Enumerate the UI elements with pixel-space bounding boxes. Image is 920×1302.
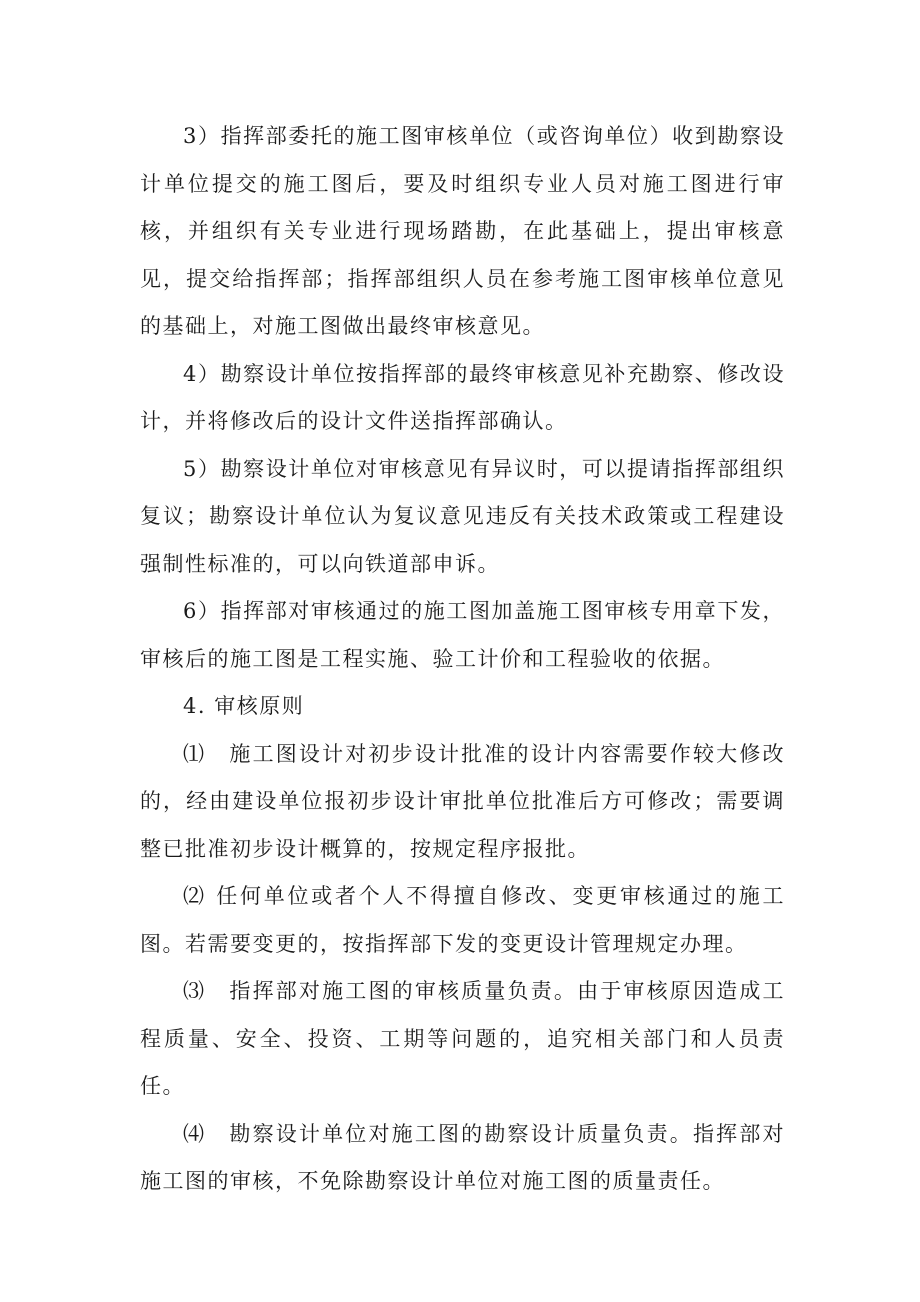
principle-item-3: ⑶ 指挥部对施工图的审核质量负责。由于审核原因造成工程质量、安全、投资、工期等问题的，追究相关部门和人员责任。 bbox=[140, 979, 785, 1098]
section-heading: 4. 审核原则 bbox=[183, 694, 305, 718]
principle-item-2: ⑵ 任何单位或者个人不得擅自修改、变更审核通过的施工图。若需要变更的，按指挥部下发的变更设计管理规定办理。 bbox=[140, 884, 785, 956]
document-body bbox=[140, 113, 785, 1206]
paragraph-item-4: 4）勘察设计单位按指挥部的最终审核意见补充勘察、修改设计，并将修改后的设计文件送指挥部确认。 bbox=[140, 361, 785, 433]
principle-item-1: ⑴ 施工图设计对初步设计批准的设计内容需要作较大修改的，经由建设单位报初步设计审批单位批准后方可修改；需要调整已批准初步设计概算的，按规定程序报批。 bbox=[140, 741, 785, 861]
paragraph-item-6: 6）指挥部对审核通过的施工图加盖施工图审核专用章下发，审核后的施工图是工程实施、验工计价和工程验收的依据。 bbox=[140, 599, 785, 671]
paragraph-item-3: 3）指挥部委托的施工图审核单位（或咨询单位）收到勘察设计单位提交的施工图后，要及时组织专业人员对施工图进行审核，并组织有关专业进行现场踏勘，在此基础上，提出审核意见，提交给指挥部；指挥部组织人员在参考施工图审核单位意见的基础上，对施工图做出最终审核意见。 bbox=[140, 124, 785, 338]
paragraph-item-5: 5）勘察设计单位对审核意见有异议时，可以提请指挥部组织复议；勘察设计单位认为复议意见违反有关技术政策或工程建设强制性标准的，可以向铁道部申诉。 bbox=[140, 456, 785, 576]
principle-item-4: ⑷ 勘察设计单位对施工图的勘察设计质量负责。指挥部对施工图的审核，不免除勘察设计单位对施工图的质量责任。 bbox=[140, 1121, 785, 1193]
